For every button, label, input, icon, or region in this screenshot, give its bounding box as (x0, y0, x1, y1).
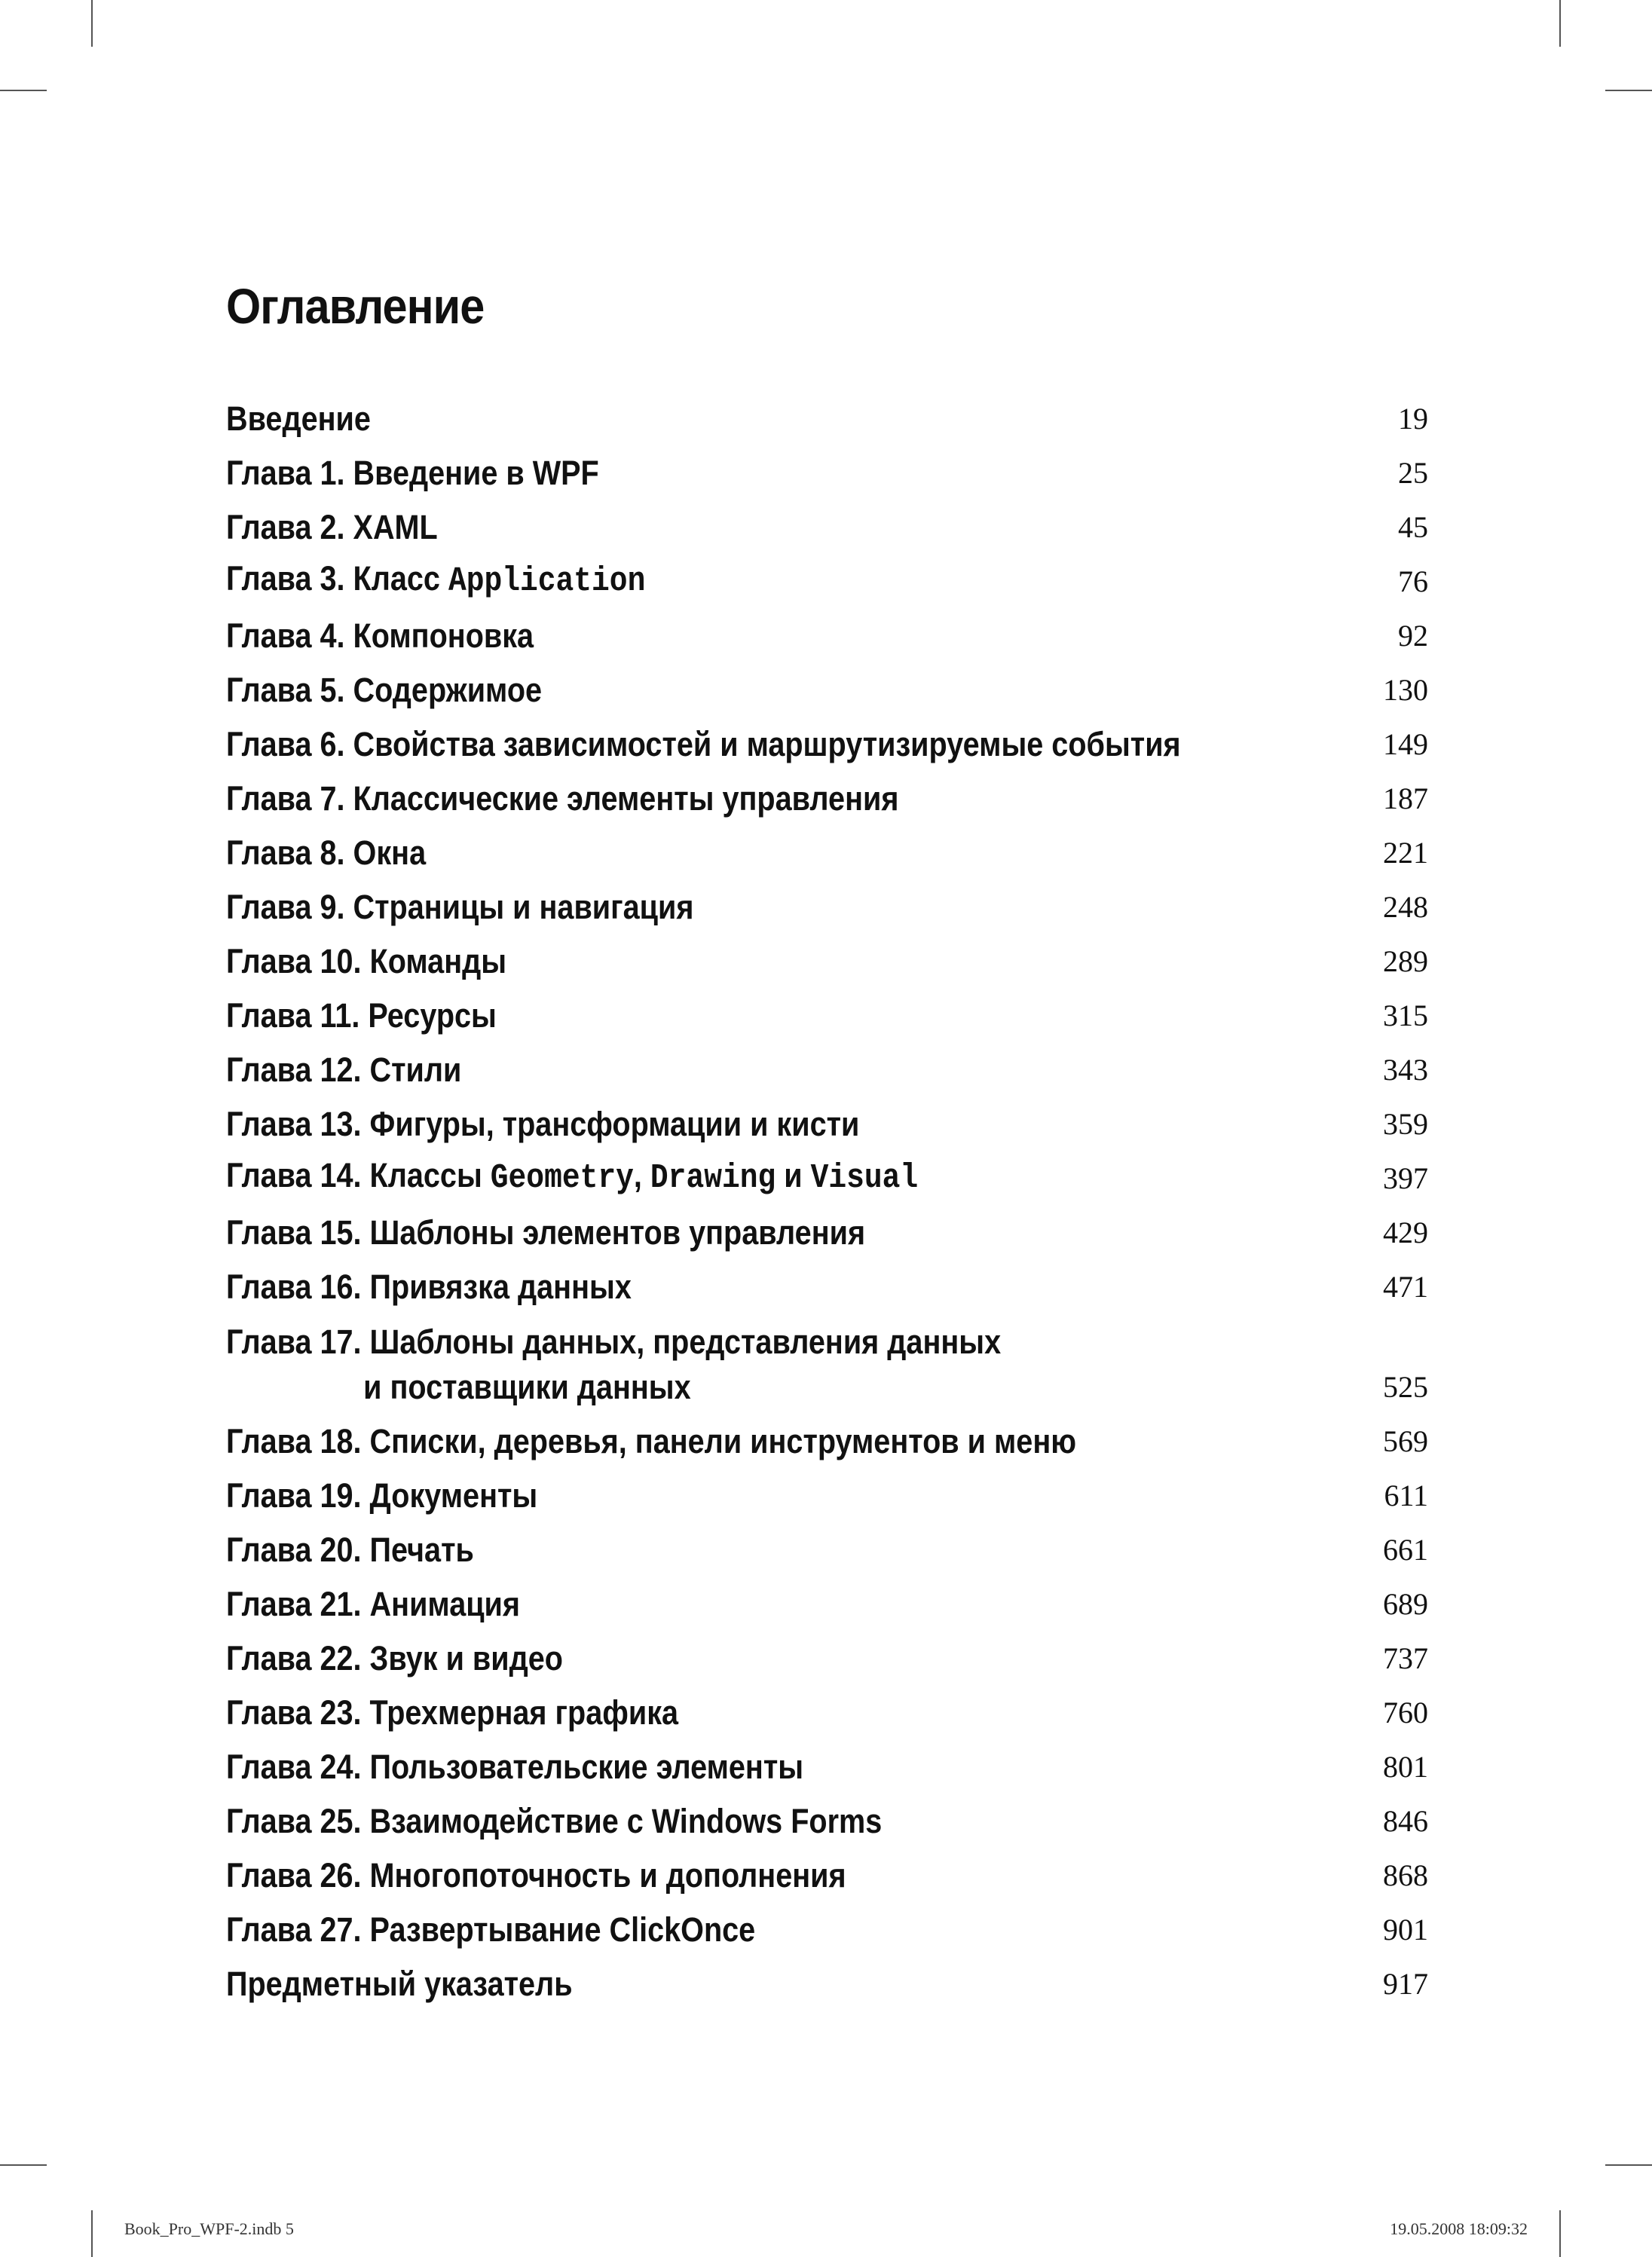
page-title: Оглавление (226, 278, 485, 334)
toc-page-number: 901 (1383, 1913, 1428, 1947)
crop-mark-right-bottom (1605, 2164, 1652, 2166)
toc-page-number: 429 (1383, 1216, 1428, 1249)
toc-page-number: 471 (1383, 1270, 1428, 1304)
toc-entry-label: Глава 8. Окна (226, 833, 427, 872)
toc-entry-label: Глава 21. Анимация (226, 1585, 521, 1623)
separator-text: и (776, 1156, 811, 1194)
toc-entry-chapter-10 (226, 942, 1428, 996)
crop-mark-bottom-left (91, 2210, 93, 2257)
toc-entry-chapter-18 (226, 1422, 1428, 1476)
toc-entry-label: Глава 13. Фигуры, трансформации и кисти (226, 1105, 860, 1143)
toc-entry-label: Глава 26. Многопоточность и дополнения (226, 1856, 846, 1895)
toc-entry-label: Глава 11. Ресурсы (226, 996, 497, 1035)
toc-entry-label (226, 556, 645, 604)
toc-entry-chapter-25 (226, 1802, 1428, 1856)
toc-page-number: 760 (1383, 1696, 1428, 1729)
toc-entry-chapter-21 (226, 1585, 1428, 1639)
toc-page-number: 92 (1398, 619, 1428, 653)
toc-page-number: 846 (1383, 1804, 1428, 1838)
toc-entry-label: Глава 23. Трехмерная графика (226, 1693, 679, 1732)
toc-entry-line-2: и поставщики данных (363, 1368, 691, 1406)
toc-entry-label: Глава 22. Звук и видео (226, 1639, 563, 1677)
toc-entry-label: Глава 9. Страницы и навигация (226, 888, 694, 926)
toc-page-number: 611 (1384, 1479, 1428, 1512)
toc-page-number: 289 (1383, 944, 1428, 978)
toc-entry-label: Глава 19. Документы (226, 1476, 538, 1515)
toc-entry-introduction (226, 399, 1428, 454)
toc-page-number: 801 (1383, 1750, 1428, 1784)
toc-entry-chapter-1 (226, 454, 1428, 508)
toc-entry-label (226, 1153, 918, 1201)
code-term: Drawing (650, 1159, 776, 1197)
toc-entry-label: Глава 20. Печать (226, 1531, 474, 1569)
toc-page-number: 76 (1398, 564, 1428, 598)
toc-page-number: 661 (1383, 1533, 1428, 1567)
toc-entry-chapter-26 (226, 1856, 1428, 1910)
toc-entry-chapter-2 (226, 508, 1428, 562)
toc-entry-label: Введение (226, 399, 371, 438)
footer-file-info: Book_Pro_WPF-2.indb 5 (124, 2219, 294, 2238)
toc-page-number: 737 (1383, 1641, 1428, 1675)
toc-page-number: 868 (1383, 1858, 1428, 1892)
toc-entry-label: Глава 7. Классические элементы управления (226, 779, 899, 818)
toc-page-number: 343 (1383, 1053, 1428, 1087)
toc-entry-label: Глава 18. Списки, деревья, панели инструментов и меню (226, 1422, 1077, 1460)
toc-page-number: 25 (1398, 456, 1428, 490)
toc-entry-label: Глава 4. Компоновка (226, 616, 534, 655)
toc-page-number: 248 (1383, 890, 1428, 924)
toc-entry-label: Глава 25. Взаимодействие с Windows Forms (226, 1802, 883, 1840)
separator-text: , (633, 1156, 650, 1194)
crop-mark-left-top (0, 90, 47, 91)
crop-mark-right-top (1605, 90, 1652, 91)
toc-page-number: 397 (1383, 1161, 1428, 1195)
toc-entry-chapter-23 (226, 1693, 1428, 1748)
toc-entry-chapter-15 (226, 1213, 1428, 1268)
toc-entry-chapter-11 (226, 996, 1428, 1051)
toc-entry-chapter-24 (226, 1748, 1428, 1802)
toc-page-number: 187 (1383, 781, 1428, 815)
toc-entry-chapter-4 (226, 616, 1428, 671)
toc-entry-chapter-6 (226, 725, 1428, 779)
toc-entry-chapter-7 (226, 779, 1428, 833)
crop-mark-left-bottom (0, 2164, 47, 2166)
toc-entry-chapter-22 (226, 1639, 1428, 1693)
toc-entry-label: Глава 6. Свойства зависимостей и маршрутизируемые события (226, 725, 1181, 763)
footer-timestamp: 19.05.2008 18:09:32 (1390, 2219, 1528, 2238)
toc-entry-label: Глава 5. Содержимое (226, 671, 543, 709)
toc-entry-text: Глава 14. Классы (226, 1156, 491, 1194)
toc-entry-label (226, 1320, 1001, 1410)
toc-entry-chapter-12 (226, 1051, 1428, 1105)
toc-entry-index (226, 1965, 1428, 2019)
toc-entry-chapter-3 (226, 559, 1428, 616)
toc-page-number: 689 (1383, 1587, 1428, 1621)
code-term: Visual (810, 1159, 919, 1197)
crop-mark-top-left (91, 0, 93, 47)
toc-entry-chapter-14 (226, 1156, 1428, 1213)
toc-page-number: 149 (1383, 727, 1428, 761)
toc-entry-chapter-19 (226, 1476, 1428, 1531)
toc-entry-chapter-27 (226, 1910, 1428, 1965)
toc-entry-chapter-8 (226, 833, 1428, 888)
table-of-contents (226, 399, 1428, 2019)
crop-mark-bottom-right (1559, 2210, 1561, 2257)
toc-entry-label: Глава 12. Стили (226, 1051, 462, 1089)
toc-page-number: 221 (1383, 836, 1428, 870)
toc-entry-label: Глава 27. Развертывание ClickOnce (226, 1910, 756, 1949)
toc-page-number: 45 (1398, 510, 1428, 544)
toc-page-number: 525 (1383, 1370, 1428, 1404)
toc-page-number: 917 (1383, 1967, 1428, 2001)
toc-page-number: 359 (1383, 1107, 1428, 1141)
toc-entry-text: Глава 3. Класс (226, 559, 448, 598)
toc-entry-label: Глава 2. XAML (226, 508, 438, 546)
toc-page-number: 19 (1398, 402, 1428, 436)
toc-entry-chapter-17 (226, 1322, 1428, 1422)
toc-entry-chapter-20 (226, 1531, 1428, 1585)
code-term: Application (448, 562, 646, 601)
crop-mark-top-right (1559, 0, 1561, 47)
toc-entry-label: Глава 15. Шаблоны элементов управления (226, 1213, 866, 1252)
toc-entry-line-1: Глава 17. Шаблоны данных, представления данных (226, 1323, 1002, 1361)
toc-entry-chapter-9 (226, 888, 1428, 942)
code-term: Geometry (490, 1159, 634, 1197)
toc-entry-label: Глава 10. Команды (226, 942, 507, 980)
toc-entry-label: Глава 24. Пользовательские элементы (226, 1748, 804, 1786)
toc-entry-label: Предметный указатель (226, 1965, 573, 2003)
toc-entry-chapter-5 (226, 671, 1428, 725)
toc-page-number: 130 (1383, 673, 1428, 707)
toc-entry-label: Глава 16. Привязка данных (226, 1268, 632, 1306)
toc-entry-chapter-13 (226, 1105, 1428, 1159)
toc-page-number: 569 (1383, 1424, 1428, 1458)
toc-entry-label: Глава 1. Введение в WPF (226, 454, 599, 492)
toc-entry-chapter-16 (226, 1268, 1428, 1322)
toc-page-number: 315 (1383, 999, 1428, 1032)
